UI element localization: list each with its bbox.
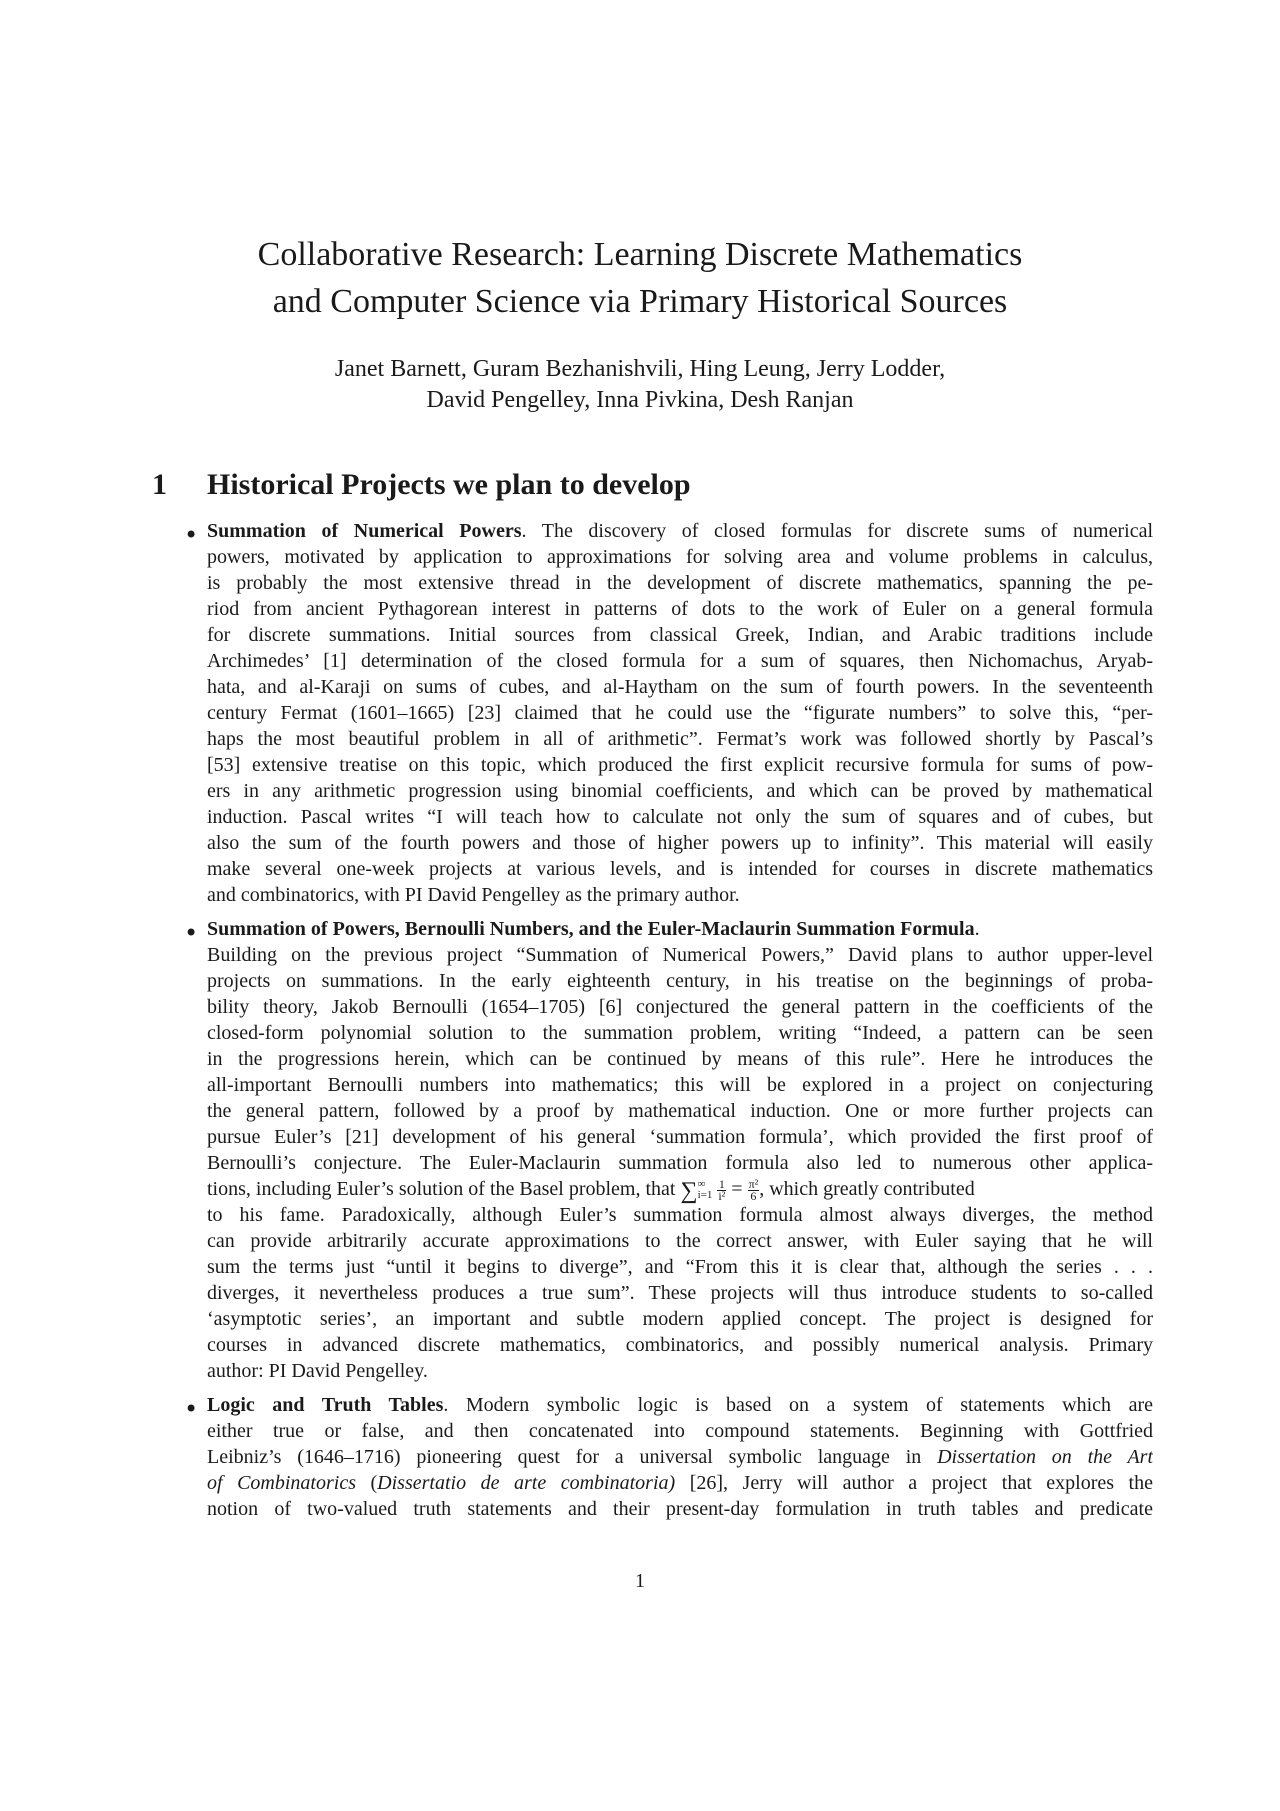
item-2-line: all-important Bernoulli numbers into mathematics; this will be explored in a project on conjecturing: [207, 1074, 1153, 1096]
item-1-line: induction. Pascal writes “I will teach how to calculate not only the sum of squares and of cubes, but: [207, 806, 1153, 828]
item-1-line: make several one-week projects at various levels, and is intended for courses in discrete mathematics: [207, 858, 1153, 880]
item-1-line: ers in any arithmetic progression using binomial coefficients, and which can be proved by mathematical: [207, 780, 1153, 802]
title-line-1: Collaborative Research: Learning Discrete Mathematics: [257, 236, 1023, 273]
item-1-line: for discrete summations. Initial sources from classical Greek, Indian, and Arabic traditions include: [207, 624, 1153, 646]
item-1-line: riod from ancient Pythagorean interest in patterns of dots to the work of Euler on a general formula: [207, 598, 1153, 620]
item-3-line: notion of two-valued truth statements and their present-day formulation in truth tables and predicate: [207, 1498, 1153, 1520]
item-2-line: pursue Euler’s [21] development of his general ‘summation formula’, which provided the first proof of: [207, 1126, 1153, 1148]
item-1-line: also the sum of the fourth powers and those of higher powers up to infinity”. This material will easily: [207, 832, 1153, 854]
item-2-formula-line: tions, including Euler’s solution of the Basel problem, that ∑ ∞ i=1 $\frac{1}{\text{i²}}$ = $\frac{\text{π²}}{6}$ , which greatly contributed: [207, 1176, 975, 1204]
item-3-heading: Logic and Truth Tables: [207, 1394, 444, 1416]
item-1-line: haps the most beautiful problem in all of arithmetic”. Fermat’s work was followed shortly by Pascal’s: [207, 728, 1153, 750]
item-2-line: Building on the previous project “Summation of Numerical Powers,” David plans to author upper-level: [207, 944, 1153, 966]
basel-formula: ∑ ∞ i=1 $\frac{1}{\text{i²}}$ = $\frac{\text{π²}}{6}$: [680, 1176, 759, 1204]
bullet-icon: •: [184, 521, 199, 549]
item-2-line: can provide arbitrarily accurate approximations to the correct answer, with Euler saying that he will: [207, 1230, 1153, 1252]
item-2-line: sum the terms just “until it begins to diverge”, and “From this it is clear that, although the series . . .: [207, 1256, 1153, 1278]
item-1-heading: Summation of Numerical Powers: [207, 520, 522, 542]
item-1-line: Archimedes’ [1] determination of the closed formula for a sum of squares, then Nichomachus, Aryab-: [207, 650, 1153, 672]
item-1-line: hata, and al-Karaji on sums of cubes, and al-Haytham on the sum of fourth powers. In the seventeenth: [207, 676, 1153, 698]
item-2-line: projects on summations. In the early eighteenth century, in his treatise on the beginnings of proba-: [207, 970, 1153, 992]
item-3-line-1: Logic and Truth Tables. Modern symbolic logic is based on a system of statements which are: [207, 1394, 1153, 1416]
item-1-line: powers, motivated by application to approximations for solving area and volume problems in calculus,: [207, 546, 1153, 568]
bullet-icon: •: [184, 919, 199, 947]
item-2-line-last: author: PI David Pengelley.: [207, 1360, 428, 1382]
item-1-line-1: Summation of Numerical Powers. The discovery of closed formulas for discrete sums of numerical: [207, 520, 1153, 542]
item-2-line: closed-form polynomial solution to the summation problem, writing “Indeed, a pattern can be seen: [207, 1022, 1153, 1044]
item-1-line: [53] extensive treatise on this topic, which produced the first explicit recursive formula for sums of pow-: [207, 754, 1153, 776]
item-2-line: courses in advanced discrete mathematics, combinatorics, and possibly numerical analysis. Primary: [207, 1334, 1153, 1356]
authors-line-1: Janet Barnett, Guram Bezhanishvili, Hing Leung, Jerry Lodder,: [334, 356, 946, 382]
item-1-line: century Fermat (1601–1665) [23] claimed that he could use the “figurate numbers” to solve this, “per-: [207, 702, 1153, 724]
item-2-line: ‘asymptotic series’, an important and subtle modern applied concept. The project is designed for: [207, 1308, 1153, 1330]
bullet-icon: •: [184, 1395, 199, 1423]
item-2-line: bility theory, Jakob Bernoulli (1654–1705) [6] conjectured the general pattern in the coefficients of the: [207, 996, 1153, 1018]
page-number: 1: [635, 1570, 645, 1592]
item-2-line-1: Summation of Powers, Bernoulli Numbers, and the Euler-Maclaurin Summation Formula.: [207, 918, 980, 940]
item-3-line: Leibniz’s (1646–1716) pioneering quest for a universal symbolic language in Dissertation on the Art: [207, 1446, 1153, 1468]
item-3-line: either true or false, and then concatenated into compound statements. Beginning with Gottfried: [207, 1420, 1153, 1442]
item-2-heading: Summation of Powers, Bernoulli Numbers, and the Euler-Maclaurin Summation Formula: [207, 918, 975, 940]
item-2-line: diverges, it nevertheless produces a true sum”. These projects will thus introduce students to so-called: [207, 1282, 1153, 1304]
title-line-2: and Computer Science via Primary Historical Sources: [272, 283, 1008, 320]
item-2-line: Bernoulli’s conjecture. The Euler-Maclaurin summation formula also led to numerous other applica-: [207, 1152, 1153, 1174]
section-number: 1: [152, 468, 167, 501]
item-1-line-last: and combinatorics, with PI David Pengelley as the primary author.: [207, 884, 740, 906]
item-2-line: in the progressions herein, which can be continued by means of this rule”. Here he introduces the: [207, 1048, 1153, 1070]
authors-line-2: David Pengelley, Inna Pivkina, Desh Ranjan: [426, 387, 854, 413]
item-1-line: is probably the most extensive thread in the development of discrete mathematics, spanning the pe-: [207, 572, 1153, 594]
section-title: Historical Projects we plan to develop: [207, 468, 691, 501]
item-2-line: the general pattern, followed by a proof by mathematical induction. One or more further projects can: [207, 1100, 1153, 1122]
item-3-line: of Combinatorics (Dissertatio de arte combinatoria) [26], Jerry will author a project that explores the: [207, 1472, 1153, 1494]
section-heading: [0, 465, 1280, 505]
item-2-line: to his fame. Paradoxically, although Euler’s summation formula almost always diverges, the method: [207, 1204, 1153, 1226]
